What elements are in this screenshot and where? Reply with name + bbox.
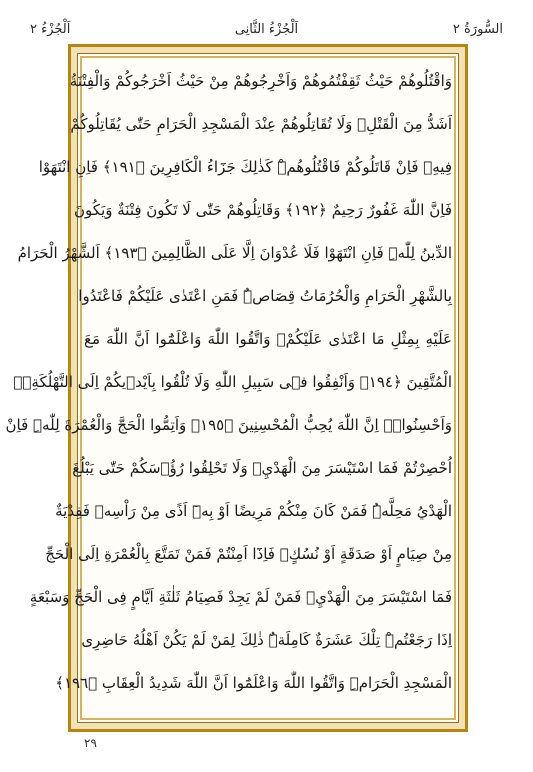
- page-header: [22, 22, 511, 44]
- verse-line: وَاَحْسِنُواۚۛ اِنَّ اللّٰهَ يُحِبُّ الْمُحْسِنِينَ ﴿١٩٥﴾ وَاَتِمُّوا الْحَجَّ وَالْعُمْرَةَ لِلّٰهِۜ فَاِنْ: [5, 416, 452, 434]
- surah-label: السُّورَةُ ٢: [452, 22, 503, 37]
- verse-line: فَاِنَّ اللّٰهَ غَفُورٌ رَحِيمٌ ﴿١٩٢﴾ وَقَاتِلُوهُمْ حَتّٰى لَا تَكُونَ فِتْنَةٌ وَيَكُونَ: [74, 201, 452, 219]
- verse-line: فِيهِۚ فَاِنْ قَاتَلُوكُمْ فَاقْتُلُوهُمْۜ كَذٰلِكَ جَزَٓاءُ الْكَافِرِينَ ﴿١٩١﴾ فَاِنِ انْتَهَوْا: [38, 158, 452, 176]
- verse-lines: [5, 58, 456, 718]
- verse-line: اِذَا رَجَعْتُمْۜ تِلْكَ عَشَرَةٌ كَامِلَةٌۜ ذٰلِكَ لِمَنْ لَمْ يَكُنْ اَهْلُهُ حَاضِرِى: [81, 631, 452, 649]
- verse-line: اَشَدُّ مِنَ الْقَتْلِۚ وَلَا تُقَاتِلُوهُمْ عِنْدَ الْمَسْجِدِ الْحَرَامِ حَتّٰى يُقَاتِلُوكُمْ: [70, 115, 452, 133]
- verse-line: مِنْ صِيَامٍ اَوْ صَدَقَةٍ اَوْ نُسُكٍۚ فَاِذَٓا اَمِنْتُمْ فَمَنْ تَمَتَّعَ بِالْعُمْرَةِ اِلَى الْحَجِّ: [45, 545, 452, 563]
- verse-line: الدِّينُ لِلّٰهِۜ فَاِنِ انْتَهَوْا فَلَا عُدْوَانَ اِلَّا عَلَى الظَّالِمِينَ ﴿١٩٣﴾ اَلشَّهْرُ الْحَرَامُ: [17, 244, 452, 262]
- juz-title: اَلْجُزْءُ الثَّانِى: [234, 22, 299, 37]
- verse-line: الْمُتَّقِينَ ﴿١٩٤﴾ وَاَنْفِقُوا فٖى سَبِيلِ اللّٰهِ وَلَا تُلْقُوا بِاَيْدٖيكُمْ اِلَى التَّهْلُكَةِۚۛ: [13, 373, 452, 391]
- juz-number: اَلْجُزْءُ ٢: [30, 22, 71, 37]
- verse-line: الْمَسْجِدِ الْحَرَامِۜ وَاتَّقُوا اللّٰهَ وَاعْلَمُٓوا اَنَّ اللّٰهَ شَدِيدُ الْعِقَابِ ﴿١٩٦﴾: [55, 674, 452, 692]
- verse-line: الْهَدْيُ مَحِلَّهُۜ فَمَنْ كَانَ مِنْكُمْ مَرِيضًا اَوْ بِهٖٓ اَذًى مِنْ رَاْسِهٖ فَفِدْيَةٌ: [55, 502, 452, 520]
- verse-line: عَلَيْهِ بِمِثْلِ مَا اعْتَدٰى عَلَيْكُمْۖ وَاتَّقُوا اللّٰهَ وَاعْلَمُٓوا اَنَّ اللّٰهَ مَعَ: [84, 330, 452, 348]
- verse-line: بِالشَّهْرِ الْحَرَامِ وَالْحُرُمَاتُ قِصَاصٌۜ فَمَنِ اعْتَدٰى عَلَيْكُمْ فَاعْتَدُوا: [78, 287, 452, 305]
- verse-line: فَمَا اسْتَيْسَرَ مِنَ الْهَدْيِۚ فَمَنْ لَمْ يَجِدْ فَصِيَامُ ثَلٰثَةِ اَيَّامٍ فِى الْحَجِّ وَسَبْعَةٍ: [29, 588, 452, 606]
- verse-line: اُحْصِرْتُمْ فَمَا اسْتَيْسَرَ مِنَ الْهَدْيِۚ وَلَا تَحْلِقُوا رُؤُ۫سَكُمْ حَتّٰى يَبْلُغَ: [72, 459, 452, 477]
- verse-line: وَاقْتُلُوهُمْ حَيْثُ ثَقِفْتُمُوهُمْ وَاَخْرِجُوهُمْ مِنْ حَيْثُ اَخْرَجُوكُمْ وَالْفِتْنَةُ: [69, 72, 452, 90]
- page-number: ٢٩: [84, 736, 97, 750]
